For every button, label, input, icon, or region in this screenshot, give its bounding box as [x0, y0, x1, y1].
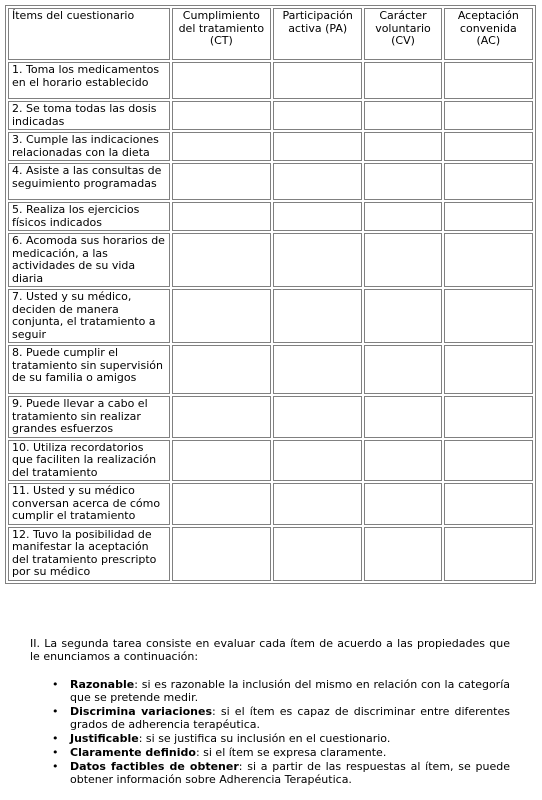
property-term: Justificable	[70, 732, 139, 745]
properties-list	[52, 678, 510, 787]
cell-ct[interactable]	[172, 163, 271, 200]
table-row	[8, 101, 533, 130]
task-two-paragraph: II. La segunda tarea consiste en evaluar cada ítem de acuerdo a las propiedades que le enunciamos a continuación:	[30, 637, 510, 663]
cell-cv[interactable]	[364, 440, 441, 482]
table-row	[8, 62, 533, 99]
table-row	[8, 527, 533, 581]
cell-ac[interactable]	[444, 440, 533, 482]
list-item	[52, 705, 510, 731]
cell-cv[interactable]	[364, 345, 441, 394]
property-term: Datos factibles de obtener	[70, 760, 239, 773]
cell-pa[interactable]	[273, 132, 362, 161]
item-label: 3. Cumple las indicaciones relacionadas con la dieta	[8, 132, 170, 161]
bullet-icon: •	[52, 760, 59, 773]
questionnaire-table	[5, 5, 536, 584]
table-row	[8, 483, 533, 525]
bullet-icon: •	[52, 746, 59, 759]
cell-ac[interactable]	[444, 345, 533, 394]
table-row	[8, 132, 533, 161]
cell-cv[interactable]	[364, 132, 441, 161]
property-description: : si a partir de las respuestas al ítem, se puede obtener información sobre Adherencia Terapéutica.	[70, 760, 510, 786]
cell-ac[interactable]	[444, 233, 533, 287]
item-label: 5. Realiza los ejercicios físicos indicados	[8, 202, 170, 231]
cell-cv[interactable]	[364, 483, 441, 525]
header-pa: Participación activa (PA)	[273, 8, 362, 60]
table-row	[8, 345, 533, 394]
cell-pa[interactable]	[273, 233, 362, 287]
table-row	[8, 396, 533, 438]
cell-ac[interactable]	[444, 163, 533, 200]
cell-ct[interactable]	[172, 202, 271, 231]
cell-ct[interactable]	[172, 396, 271, 438]
property-description: : si se justifica su inclusión en el cuestionario.	[138, 732, 391, 745]
cell-pa[interactable]	[273, 289, 362, 343]
item-label: 12. Tuvo la posibilidad de manifestar la aceptación del tratamiento prescripto por su médico	[8, 527, 170, 581]
item-label: 7. Usted y su médico, deciden de manera conjunta, el tratamiento a seguir	[8, 289, 170, 343]
bullet-icon: •	[52, 705, 59, 718]
property-term: Razonable	[70, 678, 135, 691]
cell-ac[interactable]	[444, 483, 533, 525]
item-label: 9. Puede llevar a cabo el tratamiento sin realizar grandes esfuerzos	[8, 396, 170, 438]
item-label: 6. Acomoda sus horarios de medicación, a las actividades de su vida diaria	[8, 233, 170, 287]
property-description: : si es razonable la inclusión del mismo en relación con la categoría que se pretende medir.	[70, 678, 510, 704]
cell-pa[interactable]	[273, 527, 362, 581]
cell-pa[interactable]	[273, 62, 362, 99]
cell-pa[interactable]	[273, 483, 362, 525]
cell-pa[interactable]	[273, 345, 362, 394]
cell-ct[interactable]	[172, 62, 271, 99]
header-items: Ítems del cuestionario	[8, 8, 170, 60]
cell-cv[interactable]	[364, 233, 441, 287]
property-description: : si el ítem se expresa claramente.	[195, 746, 387, 759]
cell-cv[interactable]	[364, 396, 441, 438]
header-ac: Aceptación convenida (AC)	[444, 8, 533, 60]
cell-pa[interactable]	[273, 202, 362, 231]
item-label: 4. Asiste a las consultas de seguimiento programadas	[8, 163, 170, 200]
cell-ac[interactable]	[444, 62, 533, 99]
cell-ac[interactable]	[444, 101, 533, 130]
list-item	[52, 732, 510, 745]
item-label: 2. Se toma todas las dosis indicadas	[8, 101, 170, 130]
table-row	[8, 440, 533, 482]
cell-ac[interactable]	[444, 132, 533, 161]
table-header-row	[8, 8, 533, 60]
cell-ct[interactable]	[172, 483, 271, 525]
cell-pa[interactable]	[273, 163, 362, 200]
cell-ct[interactable]	[172, 440, 271, 482]
cell-ct[interactable]	[172, 132, 271, 161]
cell-ct[interactable]	[172, 101, 271, 130]
cell-ac[interactable]	[444, 396, 533, 438]
cell-cv[interactable]	[364, 527, 441, 581]
item-label: 10. Utiliza recordatorios que faciliten la realización del tratamiento	[8, 440, 170, 482]
cell-cv[interactable]	[364, 101, 441, 130]
header-ct: Cumplimiento del tratamiento (CT)	[172, 8, 271, 60]
property-term: Claramente definido	[70, 746, 196, 759]
table-row	[8, 163, 533, 200]
cell-ct[interactable]	[172, 233, 271, 287]
cell-ac[interactable]	[444, 527, 533, 581]
cell-cv[interactable]	[364, 163, 441, 200]
cell-cv[interactable]	[364, 289, 441, 343]
cell-cv[interactable]	[364, 62, 441, 99]
cell-ct[interactable]	[172, 527, 271, 581]
bullet-icon: •	[52, 732, 59, 745]
cell-pa[interactable]	[273, 396, 362, 438]
item-label: 1. Toma los medicamentos en el horario establecido	[8, 62, 170, 99]
cell-cv[interactable]	[364, 202, 441, 231]
property-description: : si el ítem es capaz de discriminar entre diferentes grados de adherencia terapéutica.	[70, 705, 510, 731]
list-item	[52, 678, 510, 704]
item-label: 8. Puede cumplir el tratamiento sin supervisión de su familia o amigos	[8, 345, 170, 394]
table-row	[8, 289, 533, 343]
table-row	[8, 202, 533, 231]
cell-ac[interactable]	[444, 202, 533, 231]
cell-ac[interactable]	[444, 289, 533, 343]
property-term: Discrimina variaciones	[70, 705, 213, 718]
list-item	[52, 746, 510, 759]
header-cv: Carácter voluntario (CV)	[364, 8, 441, 60]
cell-ct[interactable]	[172, 345, 271, 394]
cell-pa[interactable]	[273, 101, 362, 130]
bullet-icon: •	[52, 678, 59, 691]
cell-ct[interactable]	[172, 289, 271, 343]
item-label: 11. Usted y su médico conversan acerca de cómo cumplir el tratamiento	[8, 483, 170, 525]
cell-pa[interactable]	[273, 440, 362, 482]
list-item	[52, 760, 510, 786]
table-row	[8, 233, 533, 287]
